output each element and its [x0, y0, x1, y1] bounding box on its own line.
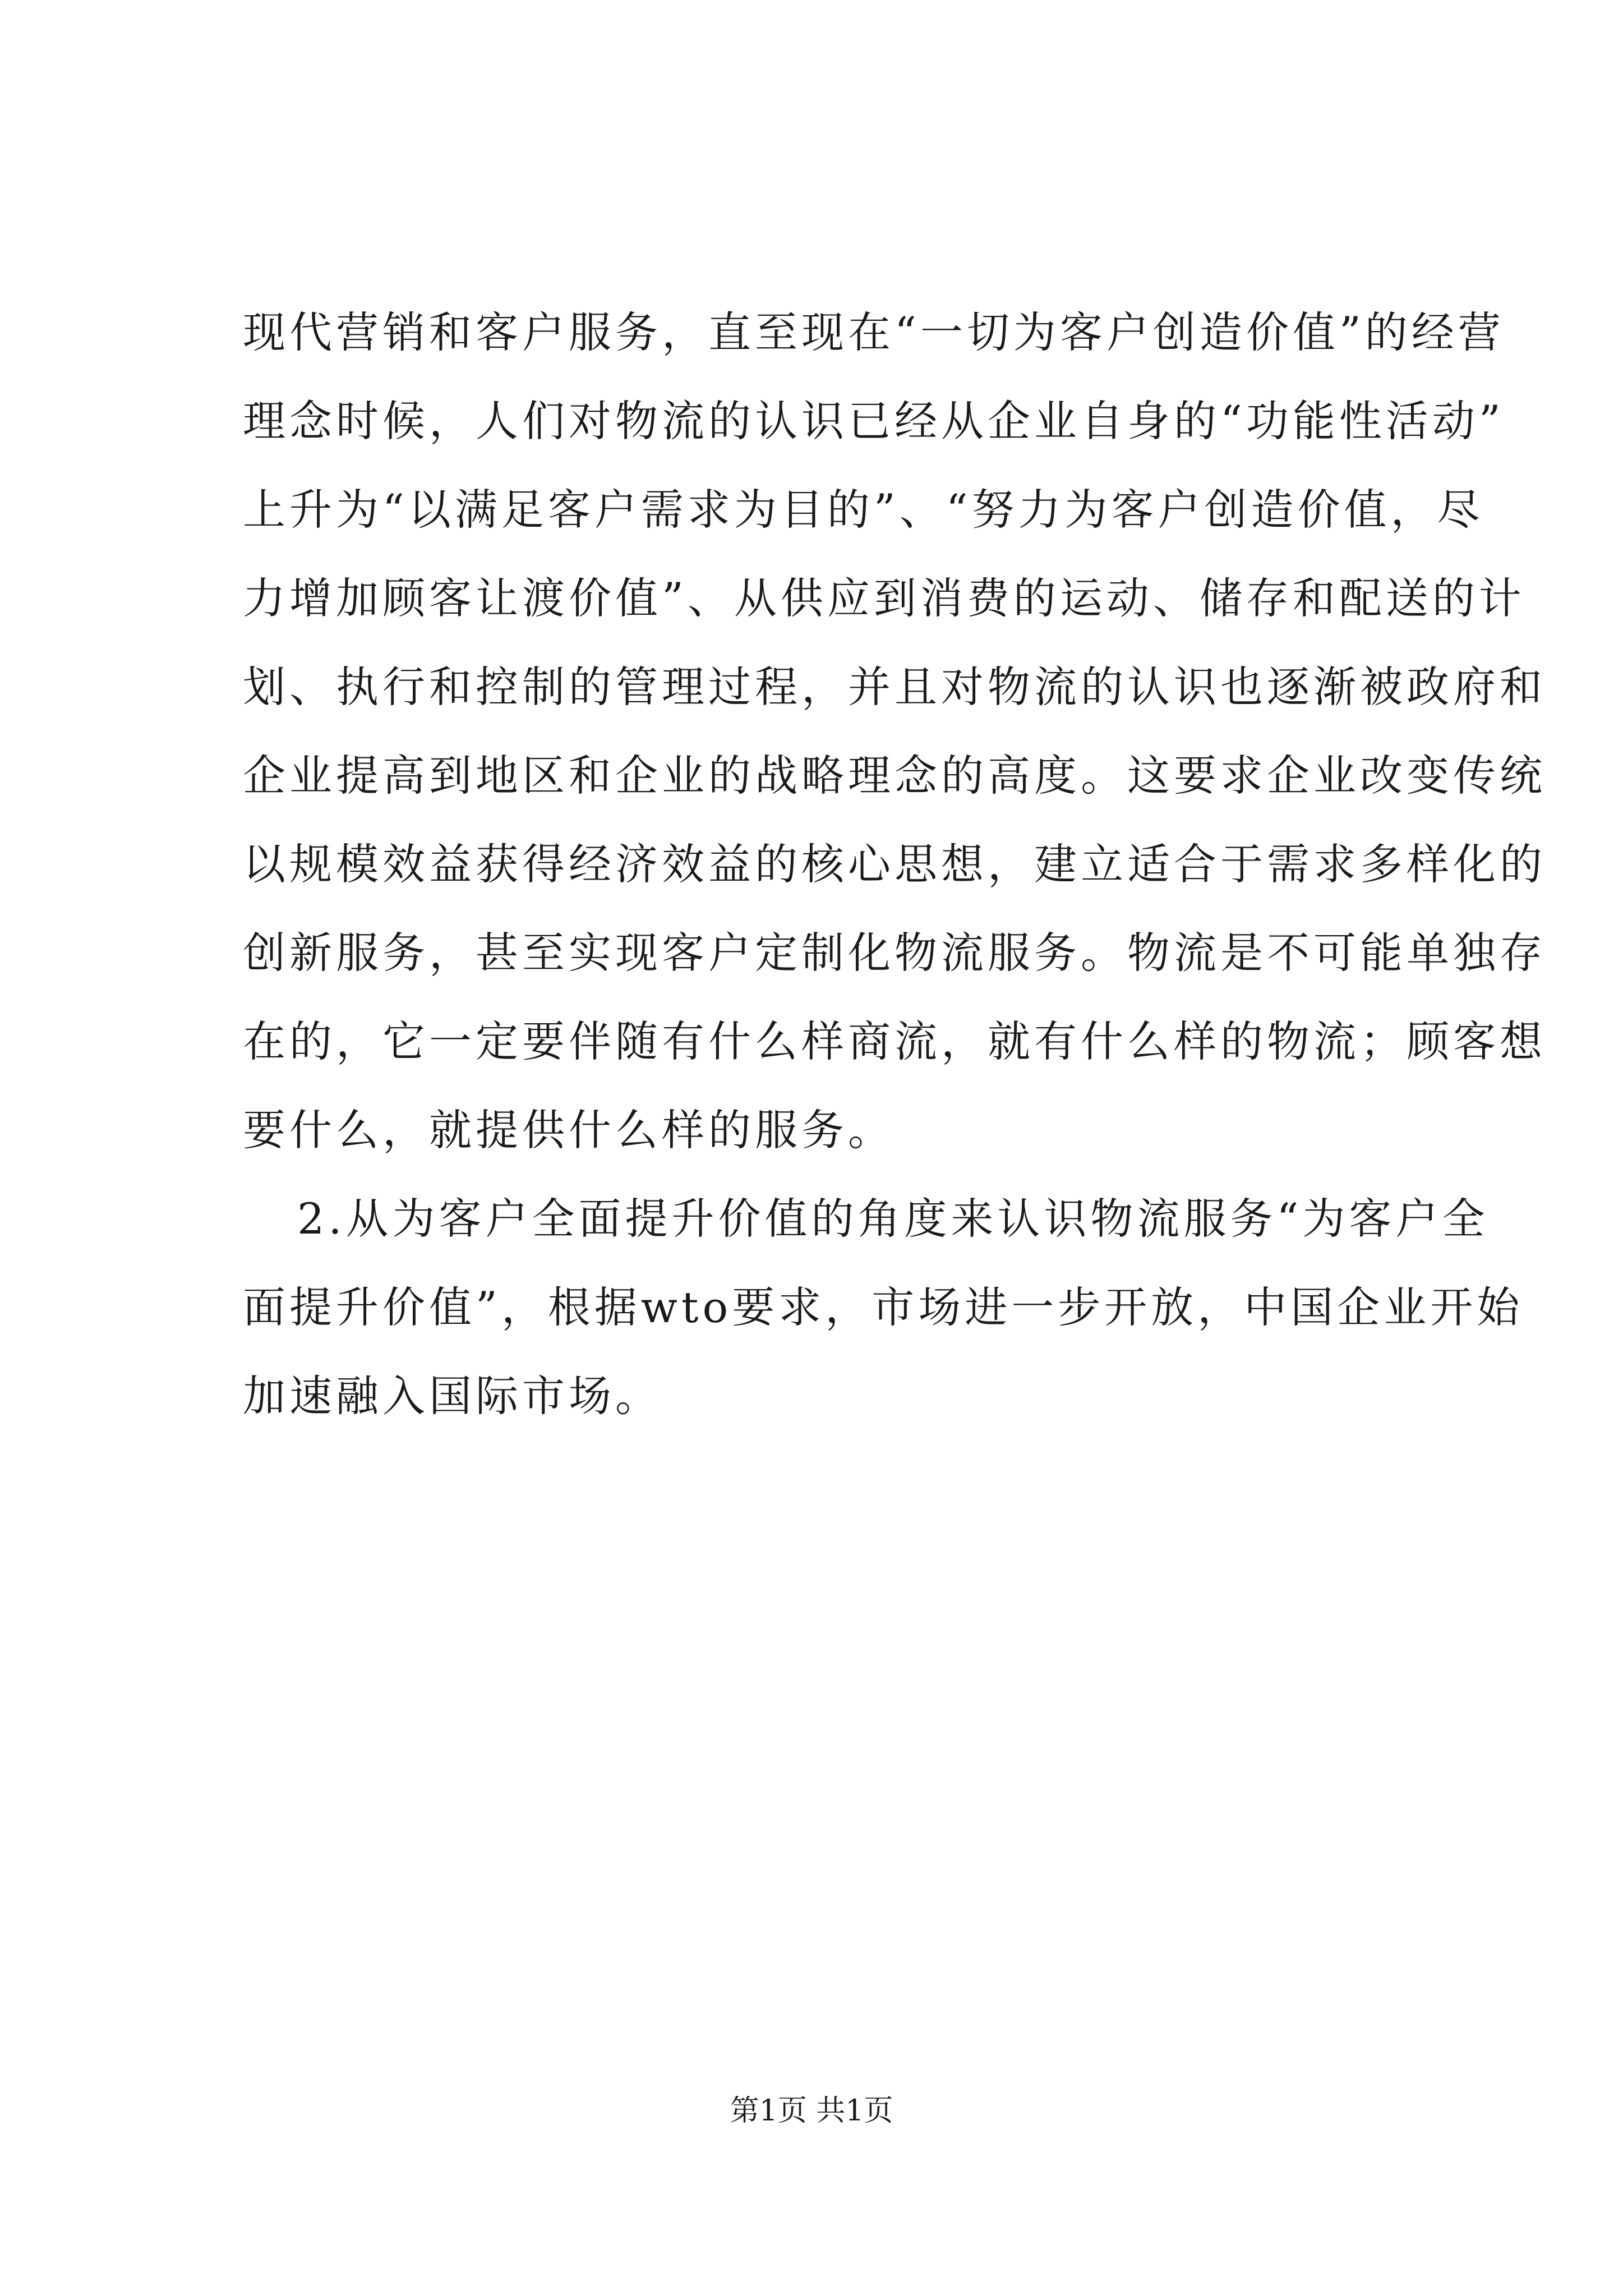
- paragraph-1-line-10: 要什么，就提供什么样的服务。: [243, 1105, 895, 1155]
- page-number-footer: 第1页 共1页: [730, 2094, 893, 2128]
- paragraph-1-line-2: 理念时候，人们对物流的认识已经从企业自身的“功能性活动”: [243, 396, 1505, 446]
- paragraph-2-line-2: 面提升价值”，根据wto要求，市场进一步开放，中国企业开始: [243, 1282, 1524, 1332]
- paragraph-1-line-6: 企业提高到地区和企业的战略理念的高度。这要求企业改变传统: [243, 751, 1546, 800]
- paragraph-1-line-1: 现代营销和客户服务，直至现在“一切为客户创造价值”的经营: [243, 307, 1505, 357]
- paragraph-1-line-7: 以规模效益获得经济效益的核心思想，建立适合于需求多样化的: [243, 839, 1546, 889]
- paragraph-1-line-8: 创新服务，甚至实现客户定制化物流服务。物流是不可能单独存: [243, 928, 1546, 978]
- paragraph-1-line-9: 在的，它一定要伴随有什么样商流，就有什么样的物流；顾客想: [243, 1016, 1546, 1066]
- paragraph-1-line-5: 划、执行和控制的管理过程，并且对物流的认识也逐渐被政府和: [243, 662, 1546, 712]
- paragraph-1-line-4: 力增加顾客让渡价值”、从供应到消费的运动、储存和配送的计: [243, 573, 1525, 623]
- paragraph-2-line-1: 2.从为客户全面提升价值的角度来认识物流服务“为客户全: [297, 1194, 1489, 1244]
- paragraph-2-line-3: 加速融入国际市场。: [243, 1371, 662, 1421]
- paragraph-1-line-3: 上升为“以满足客户需求为目的”、“努力为客户创造价值，尽: [243, 485, 1484, 535]
